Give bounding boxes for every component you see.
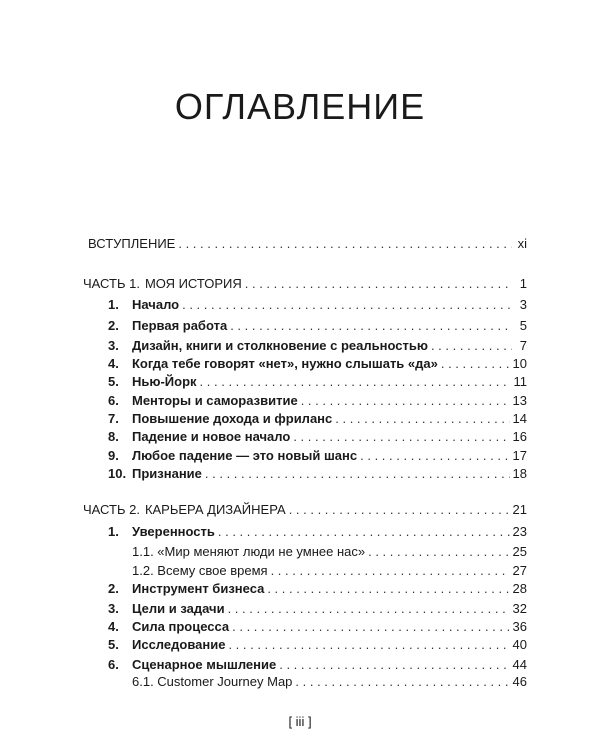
toc-entry-number: 1. <box>108 524 119 539</box>
toc-entry-page: 21 <box>512 502 527 517</box>
toc-entry-page: 3 <box>519 297 527 312</box>
toc-entry-number: 5. <box>108 637 119 652</box>
toc-dot-leader <box>301 393 510 409</box>
toc-entry-number: 2. <box>108 581 119 596</box>
toc-entry-page: 1 <box>519 276 527 291</box>
toc-entry-page: 10 <box>512 356 527 371</box>
toc-dot-leader <box>293 429 509 445</box>
toc-entry <box>108 318 527 334</box>
toc-entry-title: Любое падение — это новый шанс <box>132 448 358 463</box>
toc-entry <box>108 524 527 540</box>
toc-entry <box>132 563 527 579</box>
toc-entry <box>108 297 527 313</box>
toc-entry-title: Падение и новое начало <box>132 429 291 444</box>
toc-entry <box>108 448 527 464</box>
toc-dot-leader <box>182 297 512 313</box>
toc-entry-page: 25 <box>512 544 527 559</box>
toc-entry-page: 27 <box>512 563 527 578</box>
toc-entry <box>108 429 527 445</box>
toc-entry-number: 2. <box>108 318 119 333</box>
toc-entry-title: Исследование <box>132 637 226 652</box>
toc-entry-number: 8. <box>108 429 119 444</box>
toc-dot-leader <box>230 318 512 334</box>
toc-entry-title: Инструмент бизнеса <box>132 581 265 596</box>
toc-entry-page: 18 <box>512 466 527 481</box>
toc-entry-page: 16 <box>512 429 527 444</box>
toc-dot-leader <box>228 637 509 653</box>
toc-entry-title: Цели и задачи <box>132 601 225 616</box>
toc-dot-leader <box>271 563 510 579</box>
toc-entry-number: ЧАСТЬ 1. <box>83 276 140 291</box>
toc-dot-leader <box>218 524 510 540</box>
toc-entry-title: МОЯ ИСТОРИЯ <box>144 276 242 291</box>
toc-entry-page: 32 <box>512 601 527 616</box>
toc-dot-leader <box>441 356 510 372</box>
toc-dot-leader <box>267 581 509 597</box>
toc-entry-number: ЧАСТЬ 2. <box>83 502 140 517</box>
toc-entry-number: 10. <box>108 466 127 481</box>
toc-entry-page: 11 <box>513 374 527 389</box>
toc-entry <box>108 466 527 482</box>
toc-dot-leader <box>279 657 509 673</box>
toc-entry-title: ВСТУПЛЕНИЕ <box>88 236 176 251</box>
toc-dot-leader <box>178 236 512 252</box>
toc-dot-leader <box>431 338 512 354</box>
toc-entry-title: Признание <box>132 466 202 481</box>
toc-entry-page: 28 <box>512 581 527 596</box>
toc-entry-number: 5. <box>108 374 119 389</box>
toc-entry-page: 36 <box>512 619 527 634</box>
toc-entry <box>108 411 527 427</box>
toc-dot-leader <box>200 374 511 390</box>
toc-entry-title: Нью-Йорк <box>132 374 197 389</box>
toc-dot-leader <box>245 276 512 292</box>
toc-entry <box>108 637 527 653</box>
toc-entry-title: Повышение дохода и фриланс <box>132 411 333 426</box>
toc-entry-page: 7 <box>519 338 527 353</box>
toc-entry-title: Начало <box>132 297 180 312</box>
toc-entry <box>108 581 527 597</box>
toc-entry-number: 1. <box>108 297 119 312</box>
toc-entry-number: 7. <box>108 411 119 426</box>
toc-dot-leader <box>360 448 509 464</box>
toc-entry-number: 4. <box>108 619 119 634</box>
toc-entry <box>108 619 527 635</box>
toc-entry <box>108 601 527 617</box>
toc-entry-page: 44 <box>512 657 527 672</box>
toc-entry-page: 23 <box>512 524 527 539</box>
toc-entry-page: xi <box>517 236 527 251</box>
toc-entry-number: 3. <box>108 601 119 616</box>
toc-dot-leader <box>295 674 509 690</box>
toc-entry-title: Сила процесса <box>132 619 230 634</box>
toc-entry-title: Первая работа <box>132 318 228 333</box>
toc-entry-title: Сценарное мышление <box>132 657 277 672</box>
toc-entry <box>108 374 527 390</box>
toc-entry-page: 13 <box>512 393 527 408</box>
toc-entry <box>83 276 527 292</box>
toc-entry-page: 5 <box>519 318 527 333</box>
toc-entry <box>132 674 527 690</box>
toc-entry-title: КАРЬЕРА ДИЗАЙНЕРА <box>144 502 286 517</box>
toc-entry-title: Когда тебе говорят «нет», нужно слышать «да» <box>132 356 438 371</box>
toc-entry-title: Уверенность <box>132 524 215 539</box>
toc-entry <box>108 338 527 354</box>
toc-entry-title: 6.1. Customer Journey Map <box>132 674 293 689</box>
toc-entry-number: 6. <box>108 393 119 408</box>
toc-entry <box>83 502 527 518</box>
page-number-footer: [ iii ] <box>288 714 312 729</box>
toc-entry-title: 1.1. «Мир меняют люди не умнее нас» <box>132 544 366 559</box>
toc-dot-leader <box>232 619 509 635</box>
toc-entry <box>132 544 527 560</box>
toc-entry-number: 6. <box>108 657 119 672</box>
toc-entry-number: 4. <box>108 356 119 371</box>
toc-dot-leader <box>368 544 509 560</box>
toc-entry <box>108 657 527 673</box>
toc-entry-page: 40 <box>512 637 527 652</box>
toc-entry-number: 3. <box>108 338 119 353</box>
toc-dot-leader <box>228 601 510 617</box>
toc-entry-title: Менторы и саморазвитие <box>132 393 298 408</box>
toc-entry-page: 46 <box>512 674 527 689</box>
toc-entry-title: Дизайн, книги и столкновение с реальностью <box>132 338 428 353</box>
toc-entry-number: 9. <box>108 448 119 463</box>
toc-entry-page: 17 <box>512 448 527 463</box>
toc-entry <box>108 356 527 372</box>
toc-dot-leader <box>335 411 509 427</box>
toc-entry <box>83 236 527 252</box>
toc-dot-leader <box>205 466 510 482</box>
toc-entry <box>108 393 527 409</box>
toc-entry-title: 1.2. Всему свое время <box>132 563 268 578</box>
toc-entry-page: 14 <box>512 411 527 426</box>
page-title: ОГЛАВЛЕНИЕ <box>174 86 426 127</box>
toc-dot-leader <box>289 502 510 518</box>
